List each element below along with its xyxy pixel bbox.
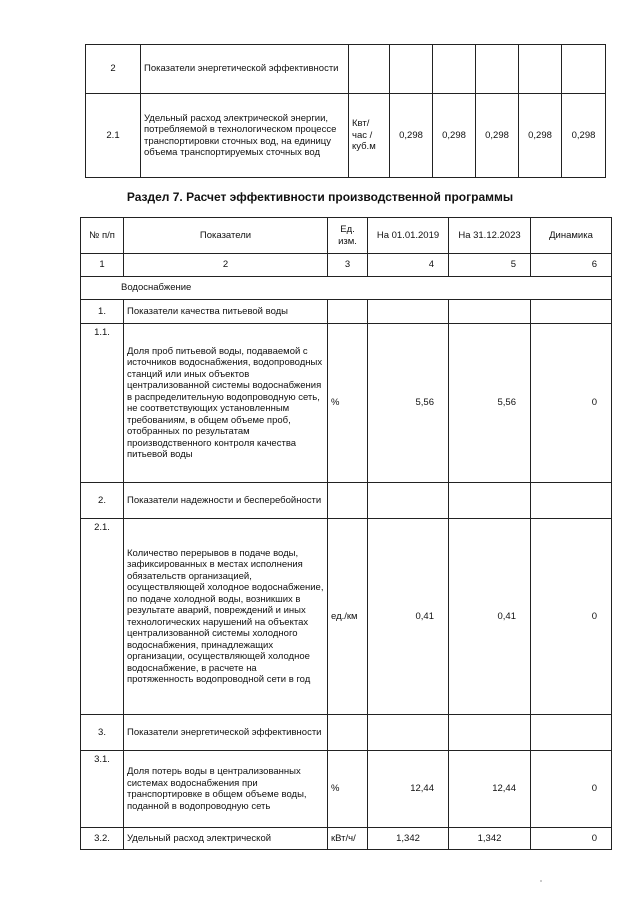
- row-value: 0,298: [433, 94, 476, 178]
- row-value: 0: [531, 751, 612, 828]
- index-cell: 3: [328, 254, 368, 277]
- row-unit: %: [328, 751, 368, 828]
- row-name: Удельный расход электрической: [124, 828, 328, 850]
- row-value: 0,41: [368, 519, 449, 715]
- table-row: [81, 751, 612, 828]
- row-value: 0: [531, 519, 612, 715]
- table-row: [81, 483, 612, 519]
- top-table: [85, 44, 606, 178]
- index-cell: 2: [124, 254, 328, 277]
- header-col1: На 01.01.2019: [368, 218, 449, 254]
- header-unit: Ед. изм.: [328, 218, 368, 254]
- row-number: 3.1.: [81, 751, 124, 828]
- table-row: [81, 300, 612, 324]
- table-header-row: [81, 218, 612, 254]
- row-unit: кВт/ч/: [328, 828, 368, 850]
- row-value: 0,298: [562, 94, 606, 178]
- row-number: 2.1: [86, 94, 141, 178]
- row-number: 2: [86, 45, 141, 94]
- row-number: 1.1.: [81, 324, 124, 483]
- header-col2: На 31.12.2023: [449, 218, 531, 254]
- row-name: Показатели энергетической эффективности: [124, 715, 328, 751]
- row-unit: ед./км: [328, 519, 368, 715]
- row-name: Количество перерывов в подаче воды, зафиксированных в местах исполнения обязательств организацией, осуществляющей холодное водоснабжение, по подаче холодной воды, возникших в результате аварий, повреждений и иных технологических нарушений на объектах централизованной системы холодного водоснабжения, принадлежащих организации, осуществляющей холодное водоснабжение, в расчете на протяженность водопроводной сети в год: [124, 519, 328, 715]
- row-value: 12,44: [449, 751, 531, 828]
- table-row: [86, 94, 606, 178]
- table-row: [81, 324, 612, 483]
- row-name: Показатели энергетической эффективности: [141, 45, 349, 94]
- efficiency-table: [80, 217, 612, 850]
- row-value: 0: [531, 324, 612, 483]
- scan-speck: [540, 880, 542, 882]
- row-name: Доля потерь воды в централизованных системах водоснабжения при транспортировке в общем объеме воды, поданной в водопроводную сеть: [124, 751, 328, 828]
- table-row: [81, 828, 612, 850]
- row-number: 2.1.: [81, 519, 124, 715]
- index-cell: 1: [81, 254, 124, 277]
- table-row: [81, 519, 612, 715]
- row-number: 3.2.: [81, 828, 124, 850]
- header-name: Показатели: [124, 218, 328, 254]
- row-unit: Квт/ час /куб.м: [349, 94, 390, 178]
- row-number: 1.: [81, 300, 124, 324]
- row-name: Удельный расход электрической энергии, потребляемой в технологическом процессе транспортировки сточных вод, на единицу объема транспортируемых сточных вод: [141, 94, 349, 178]
- row-name: Доля проб питьевой воды, подаваемой с источников водоснабжения, водопроводных станций или иных объектов централизованной системы водоснабжения в распределительную водопроводную сеть, не соответствующих установленным требованиям, в общем объеме проб, отобранных по результатам производственного контроля качества питьевой воды: [124, 324, 328, 483]
- row-value: 12,44: [368, 751, 449, 828]
- table-row: [81, 715, 612, 751]
- row-number: 2.: [81, 483, 124, 519]
- index-cell: 5: [449, 254, 531, 277]
- header-col3: Динамика: [531, 218, 612, 254]
- section-label: Водоснабжение: [81, 277, 612, 300]
- row-value: 5,56: [368, 324, 449, 483]
- row-value: 0,41: [449, 519, 531, 715]
- row-value: 0: [531, 828, 612, 850]
- row-unit: %: [328, 324, 368, 483]
- header-num: № п/п: [81, 218, 124, 254]
- row-value: 1,342: [368, 828, 449, 850]
- section-label-row: [81, 277, 612, 300]
- section-title: Раздел 7. Расчет эффективности производственной программы: [126, 190, 514, 204]
- index-row: [81, 254, 612, 277]
- row-value: 0,298: [476, 94, 519, 178]
- row-number: 3.: [81, 715, 124, 751]
- row-name: Показатели качества питьевой воды: [124, 300, 328, 324]
- index-cell: 4: [368, 254, 449, 277]
- index-cell: 6: [531, 254, 612, 277]
- row-name: Показатели надежности и бесперебойности: [124, 483, 328, 519]
- row-value: 5,56: [449, 324, 531, 483]
- row-value: 1,342: [449, 828, 531, 850]
- row-value: 0,298: [390, 94, 433, 178]
- row-value: 0,298: [519, 94, 562, 178]
- table-row: [86, 45, 606, 94]
